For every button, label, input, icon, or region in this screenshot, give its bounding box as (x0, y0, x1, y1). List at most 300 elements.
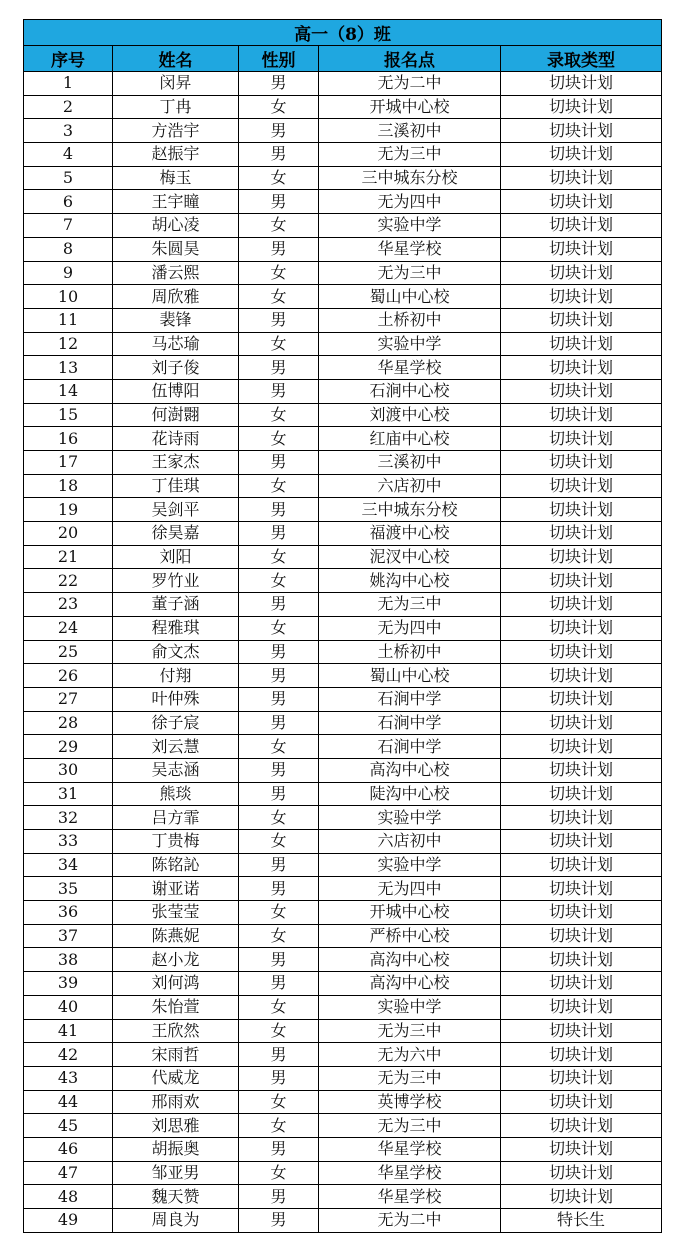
gender-cell: 女 (239, 1090, 319, 1114)
student-name-cell: 刘思雅 (113, 1114, 239, 1138)
student-name-cell: 代威龙 (113, 1066, 239, 1090)
table-row (24, 830, 662, 854)
table-body (24, 72, 662, 1233)
school-cell: 石涧中心校 (319, 379, 501, 403)
row-number-cell: 10 (24, 285, 113, 309)
school-cell: 华星学校 (319, 1137, 501, 1161)
school-cell: 华星学校 (319, 237, 501, 261)
gender-cell: 女 (239, 616, 319, 640)
school-cell: 陡沟中心校 (319, 782, 501, 806)
student-name-cell: 胡振奥 (113, 1137, 239, 1161)
admission-type-cell: 切块计划 (501, 214, 662, 238)
table-row (24, 214, 662, 238)
gender-cell: 女 (239, 427, 319, 451)
table-row (24, 972, 662, 996)
admission-type-cell: 切块计划 (501, 616, 662, 640)
row-number-cell: 35 (24, 877, 113, 901)
admission-type-cell: 切块计划 (501, 1185, 662, 1209)
gender-cell: 男 (239, 1209, 319, 1233)
school-cell: 无为三中 (319, 1066, 501, 1090)
school-cell: 石涧中学 (319, 687, 501, 711)
school-cell: 无为四中 (319, 877, 501, 901)
table-row (24, 853, 662, 877)
student-name-cell: 王家杰 (113, 451, 239, 475)
gender-cell: 男 (239, 1043, 319, 1067)
row-number-cell: 27 (24, 687, 113, 711)
gender-cell: 女 (239, 332, 319, 356)
gender-cell: 女 (239, 569, 319, 593)
admission-type-cell: 切块计划 (501, 308, 662, 332)
table-row (24, 1209, 662, 1233)
gender-cell: 男 (239, 190, 319, 214)
student-name-cell: 徐昊嘉 (113, 522, 239, 546)
admission-type-cell: 切块计划 (501, 972, 662, 996)
school-cell: 六店初中 (319, 830, 501, 854)
school-cell: 石涧中学 (319, 735, 501, 759)
school-cell: 实验中学 (319, 995, 501, 1019)
admission-type-cell: 切块计划 (501, 1043, 662, 1067)
student-name-cell: 马芯瑜 (113, 332, 239, 356)
table-row (24, 379, 662, 403)
table-row (24, 427, 662, 451)
school-cell: 实验中学 (319, 853, 501, 877)
row-number-cell: 17 (24, 451, 113, 475)
table-row (24, 995, 662, 1019)
table-row (24, 332, 662, 356)
gender-cell: 女 (239, 403, 319, 427)
school-cell: 高沟中心校 (319, 758, 501, 782)
table-row (24, 640, 662, 664)
table-row (24, 95, 662, 119)
school-cell: 英博学校 (319, 1090, 501, 1114)
student-name-cell: 付翔 (113, 664, 239, 688)
table-row (24, 1114, 662, 1138)
gender-cell: 女 (239, 735, 319, 759)
table-row (24, 735, 662, 759)
gender-cell: 男 (239, 1185, 319, 1209)
row-number-cell: 46 (24, 1137, 113, 1161)
student-name-cell: 胡心凌 (113, 214, 239, 238)
school-cell: 开城中心校 (319, 901, 501, 925)
row-number-cell: 33 (24, 830, 113, 854)
row-number-cell: 39 (24, 972, 113, 996)
admission-type-cell: 切块计划 (501, 119, 662, 143)
school-cell: 石涧中学 (319, 711, 501, 735)
gender-cell: 男 (239, 593, 319, 617)
admission-type-cell: 切块计划 (501, 924, 662, 948)
admission-type-cell: 切块计划 (501, 166, 662, 190)
student-name-cell: 周欣雅 (113, 285, 239, 309)
gender-cell: 女 (239, 166, 319, 190)
school-cell: 无为四中 (319, 190, 501, 214)
gender-cell: 男 (239, 1066, 319, 1090)
admission-type-cell: 切块计划 (501, 1019, 662, 1043)
school-cell: 三溪初中 (319, 119, 501, 143)
admission-type-cell: 切块计划 (501, 853, 662, 877)
gender-cell: 女 (239, 1161, 319, 1185)
row-number-cell: 1 (24, 72, 113, 96)
student-name-cell: 朱怡萱 (113, 995, 239, 1019)
table-row (24, 166, 662, 190)
row-number-cell: 23 (24, 593, 113, 617)
table-row (24, 1019, 662, 1043)
table-row (24, 522, 662, 546)
student-name-cell: 刘子俊 (113, 356, 239, 380)
student-name-cell: 丁贵梅 (113, 830, 239, 854)
admission-type-cell: 切块计划 (501, 1137, 662, 1161)
student-name-cell: 张莹莹 (113, 901, 239, 925)
gender-cell: 女 (239, 924, 319, 948)
student-name-cell: 程雅琪 (113, 616, 239, 640)
student-name-cell: 魏天赞 (113, 1185, 239, 1209)
row-number-cell: 18 (24, 474, 113, 498)
gender-cell: 女 (239, 1114, 319, 1138)
school-cell: 无为三中 (319, 261, 501, 285)
row-number-cell: 19 (24, 498, 113, 522)
student-name-cell: 王欣然 (113, 1019, 239, 1043)
student-name-cell: 方浩宇 (113, 119, 239, 143)
row-number-cell: 7 (24, 214, 113, 238)
admission-type-cell: 切块计划 (501, 687, 662, 711)
gender-cell: 男 (239, 853, 319, 877)
row-number-cell: 20 (24, 522, 113, 546)
row-number-cell: 32 (24, 806, 113, 830)
row-number-cell: 42 (24, 1043, 113, 1067)
school-cell: 无为三中 (319, 1019, 501, 1043)
school-cell: 三中城东分校 (319, 498, 501, 522)
admission-type-cell: 切块计划 (501, 1066, 662, 1090)
row-number-cell: 6 (24, 190, 113, 214)
row-number-cell: 31 (24, 782, 113, 806)
school-cell: 土桥初中 (319, 640, 501, 664)
student-name-cell: 伍博阳 (113, 379, 239, 403)
school-cell: 华星学校 (319, 1161, 501, 1185)
table-row (24, 877, 662, 901)
row-number-cell: 25 (24, 640, 113, 664)
student-name-cell: 闵昇 (113, 72, 239, 96)
school-cell: 华星学校 (319, 1185, 501, 1209)
row-number-cell: 11 (24, 308, 113, 332)
student-name-cell: 花诗雨 (113, 427, 239, 451)
gender-cell: 女 (239, 1019, 319, 1043)
school-cell: 高沟中心校 (319, 972, 501, 996)
gender-cell: 男 (239, 758, 319, 782)
student-name-cell: 陈燕妮 (113, 924, 239, 948)
table-row (24, 1090, 662, 1114)
student-name-cell: 赵小龙 (113, 948, 239, 972)
school-cell: 无为六中 (319, 1043, 501, 1067)
row-number-cell: 28 (24, 711, 113, 735)
student-name-cell: 丁冉 (113, 95, 239, 119)
student-name-cell: 徐子宸 (113, 711, 239, 735)
admission-type-cell: 切块计划 (501, 285, 662, 309)
table-row (24, 545, 662, 569)
admission-type-cell: 切块计划 (501, 143, 662, 167)
student-name-cell: 熊琰 (113, 782, 239, 806)
admission-type-cell: 切块计划 (501, 474, 662, 498)
school-cell: 蜀山中心校 (319, 664, 501, 688)
school-cell: 姚沟中心校 (319, 569, 501, 593)
school-cell: 红庙中心校 (319, 427, 501, 451)
gender-cell: 男 (239, 640, 319, 664)
table-row (24, 569, 662, 593)
row-number-cell: 16 (24, 427, 113, 451)
table-row (24, 1185, 662, 1209)
row-number-cell: 26 (24, 664, 113, 688)
school-cell: 无为三中 (319, 593, 501, 617)
row-number-cell: 13 (24, 356, 113, 380)
row-number-cell: 43 (24, 1066, 113, 1090)
student-name-cell: 丁佳琪 (113, 474, 239, 498)
admission-type-cell: 切块计划 (501, 995, 662, 1019)
table-row (24, 1043, 662, 1067)
header-row (24, 46, 662, 72)
school-cell: 泥汊中心校 (319, 545, 501, 569)
school-cell: 土桥初中 (319, 308, 501, 332)
gender-cell: 女 (239, 285, 319, 309)
gender-cell: 男 (239, 119, 319, 143)
gender-cell: 女 (239, 95, 319, 119)
student-name-cell: 吴剑平 (113, 498, 239, 522)
table-row (24, 451, 662, 475)
table-row (24, 924, 662, 948)
student-name-cell: 俞文杰 (113, 640, 239, 664)
school-cell: 无为三中 (319, 143, 501, 167)
table-row (24, 782, 662, 806)
class-title: 高一（8）班 (24, 20, 662, 46)
table-row (24, 664, 662, 688)
table-row (24, 119, 662, 143)
table-row (24, 261, 662, 285)
row-number-cell: 2 (24, 95, 113, 119)
row-number-cell: 21 (24, 545, 113, 569)
school-cell: 实验中学 (319, 214, 501, 238)
table-row (24, 72, 662, 96)
school-cell: 无为三中 (319, 1114, 501, 1138)
table-row (24, 498, 662, 522)
gender-cell: 男 (239, 972, 319, 996)
row-number-cell: 37 (24, 924, 113, 948)
table-row (24, 285, 662, 309)
admission-type-cell: 切块计划 (501, 569, 662, 593)
gender-cell: 男 (239, 948, 319, 972)
student-name-cell: 周良为 (113, 1209, 239, 1233)
row-number-cell: 15 (24, 403, 113, 427)
gender-cell: 男 (239, 687, 319, 711)
admission-type-cell: 切块计划 (501, 711, 662, 735)
column-header-name: 姓名 (113, 46, 239, 72)
school-cell: 华星学校 (319, 356, 501, 380)
admission-type-cell: 切块计划 (501, 640, 662, 664)
table-row (24, 616, 662, 640)
student-name-cell: 梅玉 (113, 166, 239, 190)
column-header-school: 报名点 (319, 46, 501, 72)
admission-type-cell: 切块计划 (501, 451, 662, 475)
column-header-gender: 性别 (239, 46, 319, 72)
student-name-cell: 刘何鸿 (113, 972, 239, 996)
gender-cell: 男 (239, 877, 319, 901)
admission-type-cell: 切块计划 (501, 758, 662, 782)
student-name-cell: 宋雨哲 (113, 1043, 239, 1067)
table-row (24, 901, 662, 925)
row-number-cell: 4 (24, 143, 113, 167)
table-row (24, 1137, 662, 1161)
table-row (24, 687, 662, 711)
admission-type-cell: 切块计划 (501, 1090, 662, 1114)
admission-type-cell: 切块计划 (501, 830, 662, 854)
student-name-cell: 刘云慧 (113, 735, 239, 759)
admission-type-cell: 切块计划 (501, 379, 662, 403)
school-cell: 六店初中 (319, 474, 501, 498)
row-number-cell: 5 (24, 166, 113, 190)
row-number-cell: 48 (24, 1185, 113, 1209)
gender-cell: 男 (239, 143, 319, 167)
student-name-cell: 吕方霏 (113, 806, 239, 830)
admission-type-cell: 切块计划 (501, 901, 662, 925)
student-name-cell: 邹亚男 (113, 1161, 239, 1185)
school-cell: 高沟中心校 (319, 948, 501, 972)
gender-cell: 男 (239, 356, 319, 380)
row-number-cell: 3 (24, 119, 113, 143)
row-number-cell: 47 (24, 1161, 113, 1185)
gender-cell: 女 (239, 214, 319, 238)
gender-cell: 男 (239, 379, 319, 403)
school-cell: 福渡中心校 (319, 522, 501, 546)
student-name-cell: 刘阳 (113, 545, 239, 569)
admission-type-cell: 切块计划 (501, 427, 662, 451)
row-number-cell: 41 (24, 1019, 113, 1043)
gender-cell: 男 (239, 522, 319, 546)
admission-type-cell: 切块计划 (501, 664, 662, 688)
student-name-cell: 谢亚诺 (113, 877, 239, 901)
column-header-number: 序号 (24, 46, 113, 72)
student-name-cell: 裴锋 (113, 308, 239, 332)
table-row (24, 806, 662, 830)
school-cell: 无为二中 (319, 72, 501, 96)
row-number-cell: 44 (24, 1090, 113, 1114)
admission-type-cell: 切块计划 (501, 190, 662, 214)
gender-cell: 男 (239, 451, 319, 475)
row-number-cell: 14 (24, 379, 113, 403)
admission-type-cell: 切块计划 (501, 735, 662, 759)
school-cell: 实验中学 (319, 332, 501, 356)
admission-type-cell: 切块计划 (501, 948, 662, 972)
school-cell: 蜀山中心校 (319, 285, 501, 309)
school-cell: 三中城东分校 (319, 166, 501, 190)
gender-cell: 女 (239, 901, 319, 925)
column-header-admission-type: 录取类型 (501, 46, 662, 72)
row-number-cell: 36 (24, 901, 113, 925)
table-row (24, 308, 662, 332)
gender-cell: 女 (239, 261, 319, 285)
gender-cell: 女 (239, 474, 319, 498)
admission-type-cell: 切块计划 (501, 498, 662, 522)
admission-type-cell: 切块计划 (501, 332, 662, 356)
gender-cell: 女 (239, 995, 319, 1019)
table-row (24, 1066, 662, 1090)
admission-type-cell: 切块计划 (501, 593, 662, 617)
row-number-cell: 34 (24, 853, 113, 877)
school-cell: 三溪初中 (319, 451, 501, 475)
student-name-cell: 朱圆昊 (113, 237, 239, 261)
admission-type-cell: 切块计划 (501, 356, 662, 380)
row-number-cell: 30 (24, 758, 113, 782)
school-cell: 实验中学 (319, 806, 501, 830)
row-number-cell: 9 (24, 261, 113, 285)
table-row (24, 593, 662, 617)
table-row (24, 1161, 662, 1185)
row-number-cell: 45 (24, 1114, 113, 1138)
gender-cell: 男 (239, 308, 319, 332)
admission-type-cell: 切块计划 (501, 806, 662, 830)
admission-type-cell: 切块计划 (501, 1114, 662, 1138)
table-row (24, 356, 662, 380)
student-name-cell: 王宇瞳 (113, 190, 239, 214)
gender-cell: 男 (239, 72, 319, 96)
student-name-cell: 陈铭訫 (113, 853, 239, 877)
admission-type-cell: 切块计划 (501, 877, 662, 901)
row-number-cell: 29 (24, 735, 113, 759)
table-row (24, 237, 662, 261)
student-name-cell: 罗竹业 (113, 569, 239, 593)
gender-cell: 男 (239, 1137, 319, 1161)
school-cell: 无为二中 (319, 1209, 501, 1233)
table-row (24, 190, 662, 214)
school-cell: 无为四中 (319, 616, 501, 640)
row-number-cell: 24 (24, 616, 113, 640)
gender-cell: 男 (239, 237, 319, 261)
school-cell: 严桥中心校 (319, 924, 501, 948)
admission-table (23, 19, 662, 1233)
table-row (24, 711, 662, 735)
table-row (24, 143, 662, 167)
school-cell: 开城中心校 (319, 95, 501, 119)
gender-cell: 男 (239, 664, 319, 688)
school-cell: 刘渡中心校 (319, 403, 501, 427)
table-row (24, 758, 662, 782)
admission-type-cell: 特长生 (501, 1209, 662, 1233)
table-row (24, 948, 662, 972)
admission-type-cell: 切块计划 (501, 545, 662, 569)
admission-type-cell: 切块计划 (501, 95, 662, 119)
student-name-cell: 董子涵 (113, 593, 239, 617)
admission-type-cell: 切块计划 (501, 403, 662, 427)
admission-type-cell: 切块计划 (501, 237, 662, 261)
table-row (24, 403, 662, 427)
title-row (24, 20, 662, 46)
student-name-cell: 潘云熙 (113, 261, 239, 285)
gender-cell: 男 (239, 711, 319, 735)
row-number-cell: 12 (24, 332, 113, 356)
gender-cell: 男 (239, 782, 319, 806)
admission-type-cell: 切块计划 (501, 782, 662, 806)
row-number-cell: 22 (24, 569, 113, 593)
gender-cell: 女 (239, 830, 319, 854)
row-number-cell: 49 (24, 1209, 113, 1233)
row-number-cell: 38 (24, 948, 113, 972)
row-number-cell: 40 (24, 995, 113, 1019)
student-name-cell: 赵振宇 (113, 143, 239, 167)
table-row (24, 474, 662, 498)
admission-type-cell: 切块计划 (501, 522, 662, 546)
student-name-cell: 邢雨欢 (113, 1090, 239, 1114)
admission-type-cell: 切块计划 (501, 261, 662, 285)
gender-cell: 女 (239, 545, 319, 569)
student-name-cell: 叶仲殊 (113, 687, 239, 711)
gender-cell: 男 (239, 498, 319, 522)
admission-type-cell: 切块计划 (501, 1161, 662, 1185)
row-number-cell: 8 (24, 237, 113, 261)
